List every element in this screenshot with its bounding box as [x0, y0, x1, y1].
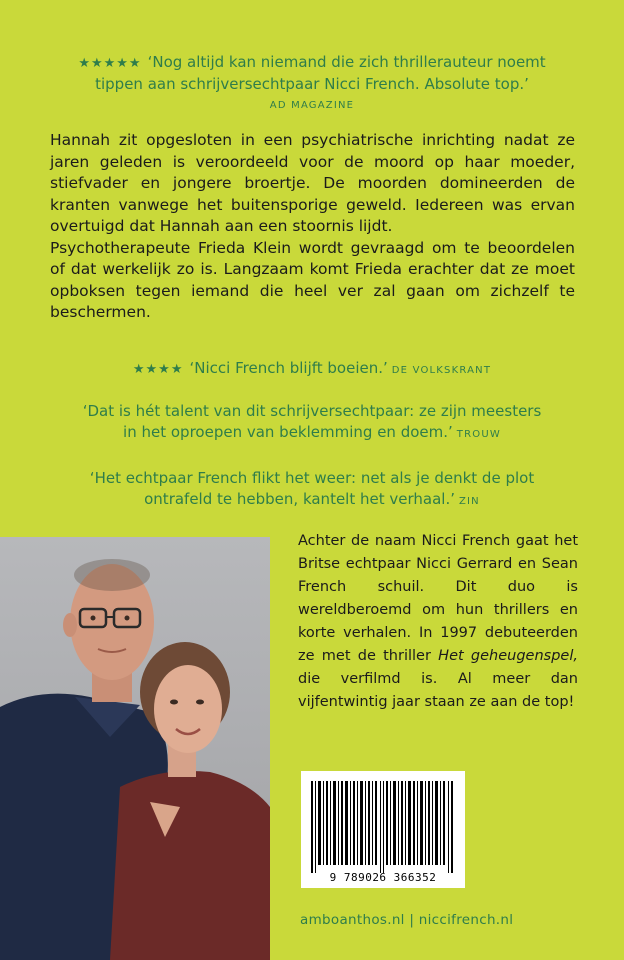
- quote-source: DE VOLKSKRANT: [391, 365, 492, 376]
- blurb-paragraph: Hannah zit opgesloten in een psychiatrische inrichting nadat ze jaren geleden is veroordeeld voor de moord op haar moeder, stiefvader en jongere broertje. De moorden domineerden de kranten vanwege het buitensporige geweld. Iedereen was ervan overtuigd dat Hannah aan een stoornis lijdt.: [50, 131, 575, 235]
- quote-line: ‘Nog altijd kan niemand die zich thrillerauteur noemt: [147, 53, 546, 71]
- publisher-links[interactable]: amboanthos.nl | niccifrench.nl: [300, 912, 514, 928]
- review-quote-volkskrant: [0, 358, 624, 381]
- five-stars-icon: ★★★★★: [78, 56, 142, 71]
- author-bio: [298, 530, 578, 714]
- bio-text: die verfilmd is. Al meer dan vijfentwintig jaar staan ze aan de top!: [298, 671, 578, 710]
- quote-source: ZIN: [458, 496, 480, 507]
- author-photo: [0, 537, 270, 960]
- quote-source: AD MAGAZINE: [269, 100, 355, 111]
- author-photo-illustration: [0, 537, 270, 960]
- bio-text: Achter de naam Nicci French gaat het Britse echtpaar Nicci Gerrard en Sean French schuil. Dit duo is wereldberoemd om hun thrillers en korte verhalen. In 1997 debuteerden ze met de thriller: [298, 533, 578, 664]
- quote-line: ontrafeld te hebben, kantelt het verhaal.’: [144, 490, 455, 508]
- isbn-barcode: [301, 771, 465, 888]
- quote-line: in het oproepen van beklemming en doem.’: [123, 423, 453, 441]
- book-title: Het geheugenspel,: [438, 648, 578, 664]
- blurb-paragraph: Psychotherapeute Frieda Klein wordt gevraagd om te beoordelen of dat werkelijk zo is. Langzaam komt Frieda erachter dat ze moet opboksen tegen iemand die heel ver zal gaan om zichzelf te beschermen.: [50, 238, 575, 321]
- quote-line: tippen aan schrijversechtpaar Nicci French. Absolute top.’: [95, 75, 529, 93]
- review-quote-zin: [0, 468, 624, 512]
- review-quote-trouw: [0, 401, 624, 445]
- quote-line: ‘Het echtpaar French flikt het weer: net als je denkt de plot: [89, 469, 535, 487]
- four-stars-icon: ★★★★: [132, 362, 184, 377]
- quote-text: ‘Nicci French blijft boeien.’: [189, 359, 388, 377]
- isbn-number: 9 789026 366352: [329, 871, 437, 884]
- review-quote-ad: [0, 52, 624, 116]
- quote-line: ‘Dat is hét talent van dit schrijversechtpaar: ze zijn meesters: [82, 402, 542, 420]
- quote-source: TROUW: [456, 429, 501, 440]
- book-blurb: [50, 130, 575, 324]
